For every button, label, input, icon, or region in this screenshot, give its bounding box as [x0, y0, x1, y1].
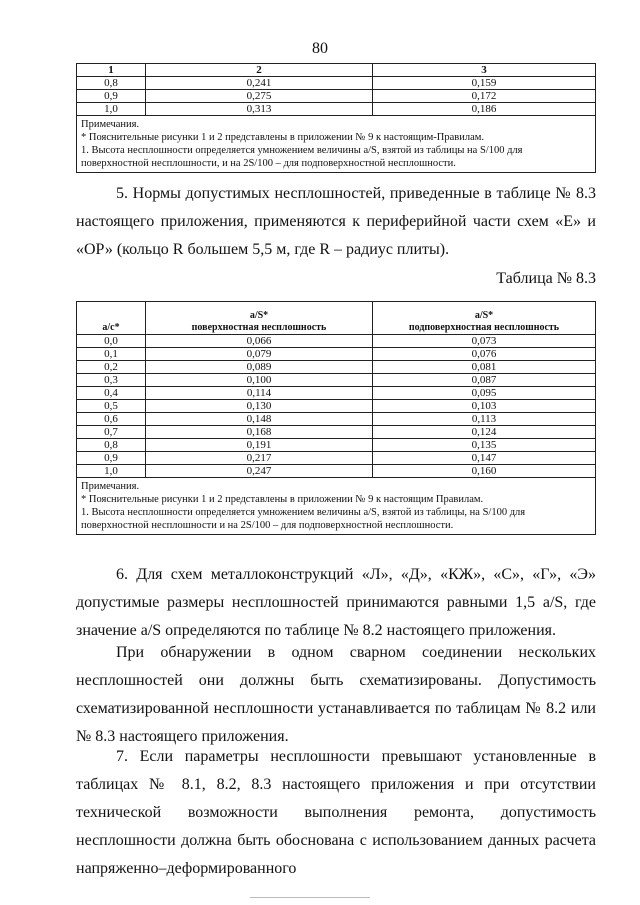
table-cell: 0,076 — [373, 348, 596, 361]
note-line: 1. Высота несплошности определяется умножением величины a/S, взятой из таблицы, на S/100 для поверхностной несплошности и на 2S/100 – для подповерхностной несплошности. — [81, 507, 526, 531]
table-cell: 0,275 — [146, 90, 373, 103]
table-cell: 0,066 — [146, 335, 373, 348]
column-header-ac: a/c* — [77, 302, 146, 335]
table-cell: 0,8 — [77, 77, 146, 90]
table-row — [77, 348, 596, 361]
table-cell: 0,7 — [77, 426, 146, 439]
footer-divider — [250, 897, 370, 898]
table-cell: 0,073 — [373, 335, 596, 348]
table-cell: 0,159 — [373, 77, 596, 90]
table-cell: 0,247 — [146, 465, 373, 478]
note-line: * Пояснительные рисунки 1 и 2 представлены в приложении № 9 к настоящим-Правилам. — [81, 132, 485, 143]
table-cell: 0,114 — [146, 387, 373, 400]
table-row — [77, 77, 596, 90]
table-cell: 0,087 — [373, 374, 596, 387]
note-line: 1. Высота несплошности определяется умножением величины a/S, взятой из таблицы на S/100 для поверхностной несплошности, и на 2S/100 – для подповерхностной несплошности. — [81, 145, 523, 169]
table-cell: 0,089 — [146, 361, 373, 374]
table-row — [77, 90, 596, 103]
table-8-2-continuation — [76, 63, 596, 173]
table-row — [77, 387, 596, 400]
table-cell: 0,313 — [146, 103, 373, 116]
table-cell: 0,186 — [373, 103, 596, 116]
table-cell: 0,172 — [373, 90, 596, 103]
table-cell: 0,148 — [146, 413, 373, 426]
table-cell: 1,0 — [77, 103, 146, 116]
table-row — [77, 465, 596, 478]
table-cell: 0,100 — [146, 374, 373, 387]
paragraph-6-continued: При обнаружении в одном сварном соединении нескольких несплошностей они должны быть схематизированы. Допустимость схематизированной несплошности устанавливается по таблицам № 8.2 или № 8.3 настоящего приложения. — [76, 644, 596, 745]
table-notes — [77, 478, 596, 535]
table-row — [77, 335, 596, 348]
table-row — [77, 374, 596, 387]
table-cell: 0,081 — [373, 361, 596, 374]
table-cell: 0,079 — [146, 348, 373, 361]
table-cell: 0,130 — [146, 400, 373, 413]
table-cell: 0,3 — [77, 374, 146, 387]
notes-row — [77, 116, 596, 173]
table-cell: 0,113 — [373, 413, 596, 426]
header-line: a/S* — [249, 310, 269, 321]
column-header-subsurface — [373, 302, 596, 335]
table-cell: 0,8 — [77, 439, 146, 452]
table-cell: 0,0 — [77, 335, 146, 348]
column-header: 2 — [146, 64, 373, 77]
table-cell: 0,168 — [146, 426, 373, 439]
table-cell: 0,241 — [146, 77, 373, 90]
table-cell: 0,5 — [77, 400, 146, 413]
table-row — [77, 361, 596, 374]
table-cell: 0,147 — [373, 452, 596, 465]
table-cell: 0,4 — [77, 387, 146, 400]
table-row — [77, 400, 596, 413]
table-cell: 0,095 — [373, 387, 596, 400]
paragraph-7: 7. Если параметры несплошности превышают установленные в таблицах № 8.1, 8.2, 8.3 настоящего приложения и при отсутствии технической возможности выполнения ремонта, допустимость несплошности должна быть обоснована с использованием данных расчета напряженно–деформированного — [76, 748, 596, 877]
table-cell: 0,1 — [77, 348, 146, 361]
column-header: 3 — [373, 64, 596, 77]
note-line: * Пояснительные рисунки 1 и 2 представлены в приложении № 9 к настоящим Правилам. — [81, 494, 484, 505]
table-cell: 0,191 — [146, 439, 373, 452]
table-notes — [77, 116, 596, 173]
page-number: 80 — [312, 40, 328, 57]
table-cell: 0,6 — [77, 413, 146, 426]
notes-row — [77, 478, 596, 535]
table-header-row — [77, 64, 596, 77]
table-cell: 0,2 — [77, 361, 146, 374]
paragraph-6: 6. Для схем металлоконструкций «Л», «Д», «КЖ», «С», «Г», «Э» допустимые размеры несплошностей принимаются равными 1,5 a/S, где значение a/S определяются по таблице № 8.2 настоящего приложения. — [76, 566, 596, 639]
table-cell: 0,160 — [373, 465, 596, 478]
header-line: a/S* — [474, 310, 494, 321]
table-cell: 0,103 — [373, 400, 596, 413]
note-line: Примечания. — [81, 119, 140, 130]
column-header: 1 — [77, 64, 146, 77]
table-cell: 0,217 — [146, 452, 373, 465]
note-line: Примечания. — [81, 481, 140, 492]
table-row — [77, 426, 596, 439]
table-row — [77, 452, 596, 465]
paragraph-5: 5. Нормы допустимых несплошностей, приведенные в таблице № 8.3 настоящего приложения, применяются к периферийной части схем «Е» и «ОР» (кольцо R большем 5,5 м, где R – радиус плиты). — [76, 185, 596, 258]
table-cell: 0,9 — [77, 452, 146, 465]
table-8-3 — [76, 301, 596, 535]
table-cell: 1,0 — [77, 465, 146, 478]
table-cell: 0,9 — [77, 90, 146, 103]
table-row — [77, 439, 596, 452]
column-header-surface — [146, 302, 373, 335]
table-header-row — [77, 302, 596, 335]
table-cell: 0,124 — [373, 426, 596, 439]
header-line: подповерхностная несплошность — [408, 322, 560, 333]
header-line: поверхностная несплошность — [191, 322, 327, 333]
table-row — [77, 413, 596, 426]
table-cell: 0,135 — [373, 439, 596, 452]
table-row — [77, 103, 596, 116]
table-caption: Таблица № 8.3 — [496, 270, 596, 287]
